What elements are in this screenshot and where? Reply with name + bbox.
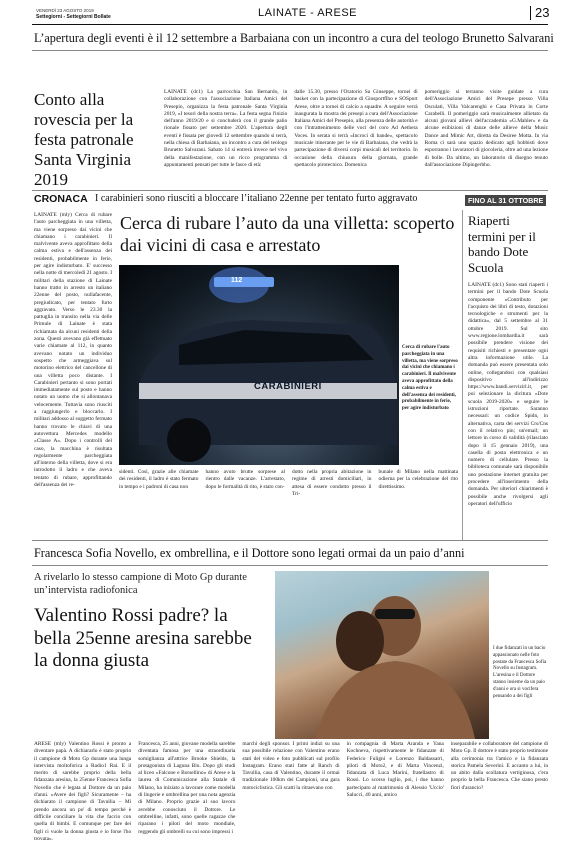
- article3-col3: marchi degli sponsor. I primi indizi su una sua possibile relazione con Valentino erano stati del video e foto pubblicati sul profilo Instagram. Erano stati fatte al Ranch di Tavullia, casa di Valentino, durante il ormai tradizionale 100km dei Campioni, una gara motociclistica. Gli scatti la ritraevano con: [242, 741, 340, 791]
- carabinieri-car-photo: [119, 265, 399, 465]
- article1-col1: LAINATE (dc1) La parrocchia San Bernardo, in collaborazione con l'associazione Italiana Amici del Presepio, organizza la festa patronale Santa Virginia 2019, «I tesori della nostra terra». La festa segna l'inizio dell'anno 2019/20 e si concluderà con il grande palio rionale fissato per settembre 2020. L'apertura degli eventi è fissata per giovedì 12 settembre quando si terrà, nella chiesa di Barbaiana, un incontro a cura del teologo Brunetto Salvarani. Sabato 14 si entrerà invece nel vivo della manifestazione, con un ricco programma di appuntamenti pensati per tutte le fasce di età:: [164, 89, 288, 168]
- article2-col-b4: bunale di Milano nella mattinata odierna per la celebrazione del rito direttissimo.: [378, 469, 458, 490]
- section-rule-top: [32, 540, 548, 541]
- cronaca-headline: I carabinieri sono riusciti a bloccare l’italiano 22enne per tentato furto aggravato: [95, 193, 418, 204]
- car-door-lettering: CARABINIERI: [254, 381, 322, 392]
- header-date: VENERDÌ 23 AGOSTO 2019: [36, 8, 94, 13]
- sidebar-title: Riaperti termini per il bando Dote Scuola: [468, 213, 536, 275]
- section-rule-bottom: [32, 565, 548, 566]
- page-number: 23: [535, 5, 550, 20]
- article1-col2: dalle 15.30, presso l'Oratorio Sa Giuseppe, tornei di basket con la partecipazione di Giosportflho e SOSport Arese, oltre a tornei di calcio a squadre. A seguire verrà inaugurata la mostra dei presepi a cura dell'Associazione Italiana Amici del Presepio, alla presenza delle autorità e con l'intrattenimento delle voci del coro Ad Aethera Voces. In serata si terrà «Incroci di bande», spettacolo musicale itinerante per le vie di Barbaiana, che vedrà la partecipazione di diversi corpi musicali del territorio. In occasione della chiusura della giornata, grande spettacolo pirotecnico. Domenica: [294, 89, 418, 168]
- article3-col2: Francesca, 25 anni, giovane modella sarebbe diventata famosa per una straordinaria somiglianza all'attrice Brooke Shields, la protagonista di Laguna Blu. Dopo gli studi al liceo «Falcone e Borsellino» di Arese e la laurea di Comunicazione alla Statale di Milano, ha iniziato a lavorare come modella di lingerie e ombrellina per una nota agenzia di Milano. Proprio grazie al suo lavoro avrebbe conosciuto il Dottore. Le ombrelline, infatti, sono quelle ragazze che riparano i piloti del moto mondiale, reggendo gli ombrelli su cui sono impressi i: [138, 741, 236, 835]
- car-illustration: [119, 265, 399, 465]
- section-headline: Francesca Sofia Novello, ex ombrellina, e il Dottore sono legati ormai da un paio d’anni: [34, 546, 465, 560]
- article3-body: [34, 741, 549, 842]
- header-rule: [32, 24, 548, 25]
- header-section: LAINATE - ARESE: [258, 7, 357, 19]
- article2-left-column: LAINATE (mly) Cerca di rubare l'auto parcheggiata in una villetta, ma viene sorpreso dai vicini che chiamano i carabinieri. Il malvivente aveva approfittato della calma estiva e dell'assenza dei residenti, probabilmente in ferie, per agire indisturbato. E' successo nella notte di mercoledì 21 agosto. I militari della stazione di Lainate hanno tratto in arresto un italiano 22enne del posto, nullafacente, pregiudicato, per tentato furto aggravato. Verso le 23.30 la pattuglia in transito nella via delle Primule di Lainate è stata richiamata da alcuni residenti della zona. Questi avevano già effettuato varie chiamate al 112, in quanto avevano notato un individuo sospetto che armeggiava sul motorino elettrico del cancellone di una villetta poco distante. I Carabinieri pertanto si sono portati immediatamente sul posto e hanno notato un uomo che si allontanava velocemente. Tuttavia sono riusciti a raggiungerlo e bloccarlo. I militari addosso al soggetto fermato hanno trovato le chiavi di una autovettura Mercedes modello «Classe A». Dopo i controlli del caso, la macchina è risultata regolarmente parcheggiata all'interno della villetta, dove si era introdotto il ladro e che aveva tentato di rubare, approfittando dell'assenza dei re-: [34, 212, 112, 488]
- sidebar-body: LAINATE (dc1) Sono stati riaperti i termini per il bando Dote Scuola componente «Contributo per l'acquisto dei libri di testo, dotazioni tecnologiche e strumenti per la didattica», dal 5 settembre al 31 ottobre 2019. Sul sito www.regione.lombardia.it sarà possibile prendere visione dei requisiti richiesti e presentare ogni altra informazione utile. La domanda può essere presentata solo online, collegandosi con qualsiasi dispositivo all'indirizzo https://www.bandi.servizirl.it, per poi selezionare la dicitura «Dote scuola 2019-2020» e seguire le istruzioni riportate. Saranno necessari: un codice Spidn, in alternativa, carta dei servizi Crs/Cns con il relativo pin; un'email; un lettore in corso di validità (rilasciato dopo il 15 gennaio 2019), una casella di posta elettronica e un numero di cellulare. Presso la biblioteca comunale sarà disponibile uno postazione internet gratuita per procedere all'inserimento della domanda. Per ulteriori chiarimenti è possibile anche rivolgersi agli operatori dell'ufficio: [468, 282, 548, 507]
- sunglasses: [375, 609, 415, 619]
- article2-photo-caption: Cerca di rubare l'auto parcheggiata in una villetta, ma viene sorpreso dai vicini che chiamano i carabinieri. Il malvivente aveva approfittato della calma estiva e dell'assenza dei residenti, probabilmente in ferie, per agire indisturbato: [402, 345, 458, 412]
- light-bar: [214, 277, 274, 287]
- sidebar-divider: [462, 210, 463, 540]
- couple-photo: [275, 571, 489, 739]
- article1-body: [164, 89, 548, 185]
- article3-col5: inseparabile e collaboratore del campione di Moto Gp. Il dottore è stato proprio testimone alla cerimonia tra l'amico e la fidanzata storica Pamela Severini. E accanto a lui, in un abito dalla scollatura vertiginosa, c'era proprio la bella Francesca. Che siano presto fiori d'arancio?: [450, 741, 549, 791]
- bodies: [315, 661, 475, 739]
- cronaca-tag: CRONACA: [34, 193, 88, 205]
- article2-col-b3: dotto nella propria abitazione in regime di arresti domiciliari, in attesa di essere condotto presso il Tri-: [292, 469, 372, 497]
- article1-title: Conto alla rovescia per la festa patronale Santa Virginia 2019: [34, 90, 134, 189]
- cronaca-rule: [32, 190, 548, 191]
- article3-photo-caption: I due fidanzati in un bacio appassionato nelle foto postate da Francesca Sofia Novello su Instagram. L'aresina e il Dottore stanno insieme da un paio d'anni e ora si vocifera pensando a dei figli: [493, 646, 547, 699]
- article2-bottom-columns: [119, 469, 458, 535]
- car-wheel: [167, 418, 211, 462]
- article3-kicker: A rivelarlo lo stesso campione di Moto Gp durante un’intervista radiofonica: [34, 572, 247, 596]
- article3-col1: ARESE (mly) Valentino Rossi è pronto a diventare papà. A dichiararlo è stato proprio il campione di Moto Gp durante una lunga intervista moltoforica a Radio1 Rai. E il merito di sarebbe proprio della bella fidanzata aresina, la 25enne Francesca Sofia Novello che è legata al Dottore da un paio d'anni. «Avere dei figli? Sicuramente – ha dichiarato il campione di Tavullia – Mi prendo ancora un po' di tempo perché è difficile conciliare la vita che faccio con quella di bimbi. E comunque per fare dei figli ci vuole la donna giusta e io forse l'ho trovata».: [34, 741, 132, 842]
- article3-title: Valentino Rossi padre? la bella 25enne aresina sarebbe la donna giusta: [34, 605, 252, 671]
- woman-hair: [336, 611, 384, 671]
- couple-illustration: [275, 571, 489, 739]
- sidebar-date-tag: FINO AL 31 OTTOBRE: [465, 195, 546, 206]
- car-112-lettering: 112: [231, 277, 243, 284]
- article2-title: Cerca di rubare l’auto da una villetta: scoperto dai vicini di casa e arrestato: [120, 213, 455, 255]
- article1-col3: pomeriggio si terranno visite guidate a cura dell'Associazione Amici del Presepe presso Villa Osculati, Villa Valcarenghi e Casa Privata in Corte Carabelli. Il pomeriggio sarà musicalmente allietato da alcuni giovani allievi dell'accademia «G.Mahler» e da alcune esibizioni di danze delle allieve della Music Dance and Mimic Art, diretta da Desiree Motta. In via Roma ci sarà uno spazio dedicato agli hobbisti dove esporranno i lavoratori di giocoleria, oltre ad una lezione di bolle. Da ultimo, un laboratorio di disegno tenuto dall'associazione Dipingerbho.: [424, 89, 548, 168]
- article2-col-b2: hanno avuto brutte sorprese al rientro dalle vacanze. L'arrestato, dopo le formalità di rito, è stato con-: [205, 469, 285, 490]
- article2-col-b1: sidenti. Così, grazie alle chiamate dei residenti, il ladro è stato fermato in tempo e i padroni di casa non: [119, 469, 199, 490]
- article3-col4: in compagnia di Marta Aranda e Yana Kochneva, rispettivamente le fidanzate di Federico Fuligni e Lorenzo Baldassarri, piloti di Moto2, e di Marta Vincenzi, fidanzata di Luca Marini, fratellastro di Rossi. Lo scorso luglio, poi, i due hanno partecipato al matrimonio di Alessio 'Uccio' Salucci, 40 anni, amico: [346, 741, 444, 799]
- top-banner-headline: L’apertura degli eventi è il 12 settembre a Barbaiana con un incontro a cura del teologo Brunetto Salvarani: [34, 31, 554, 45]
- header-divider: [530, 6, 531, 20]
- banner-rule: [32, 50, 548, 51]
- header-paper-name: Settegiorni - Settegiorni Bollate: [36, 14, 111, 20]
